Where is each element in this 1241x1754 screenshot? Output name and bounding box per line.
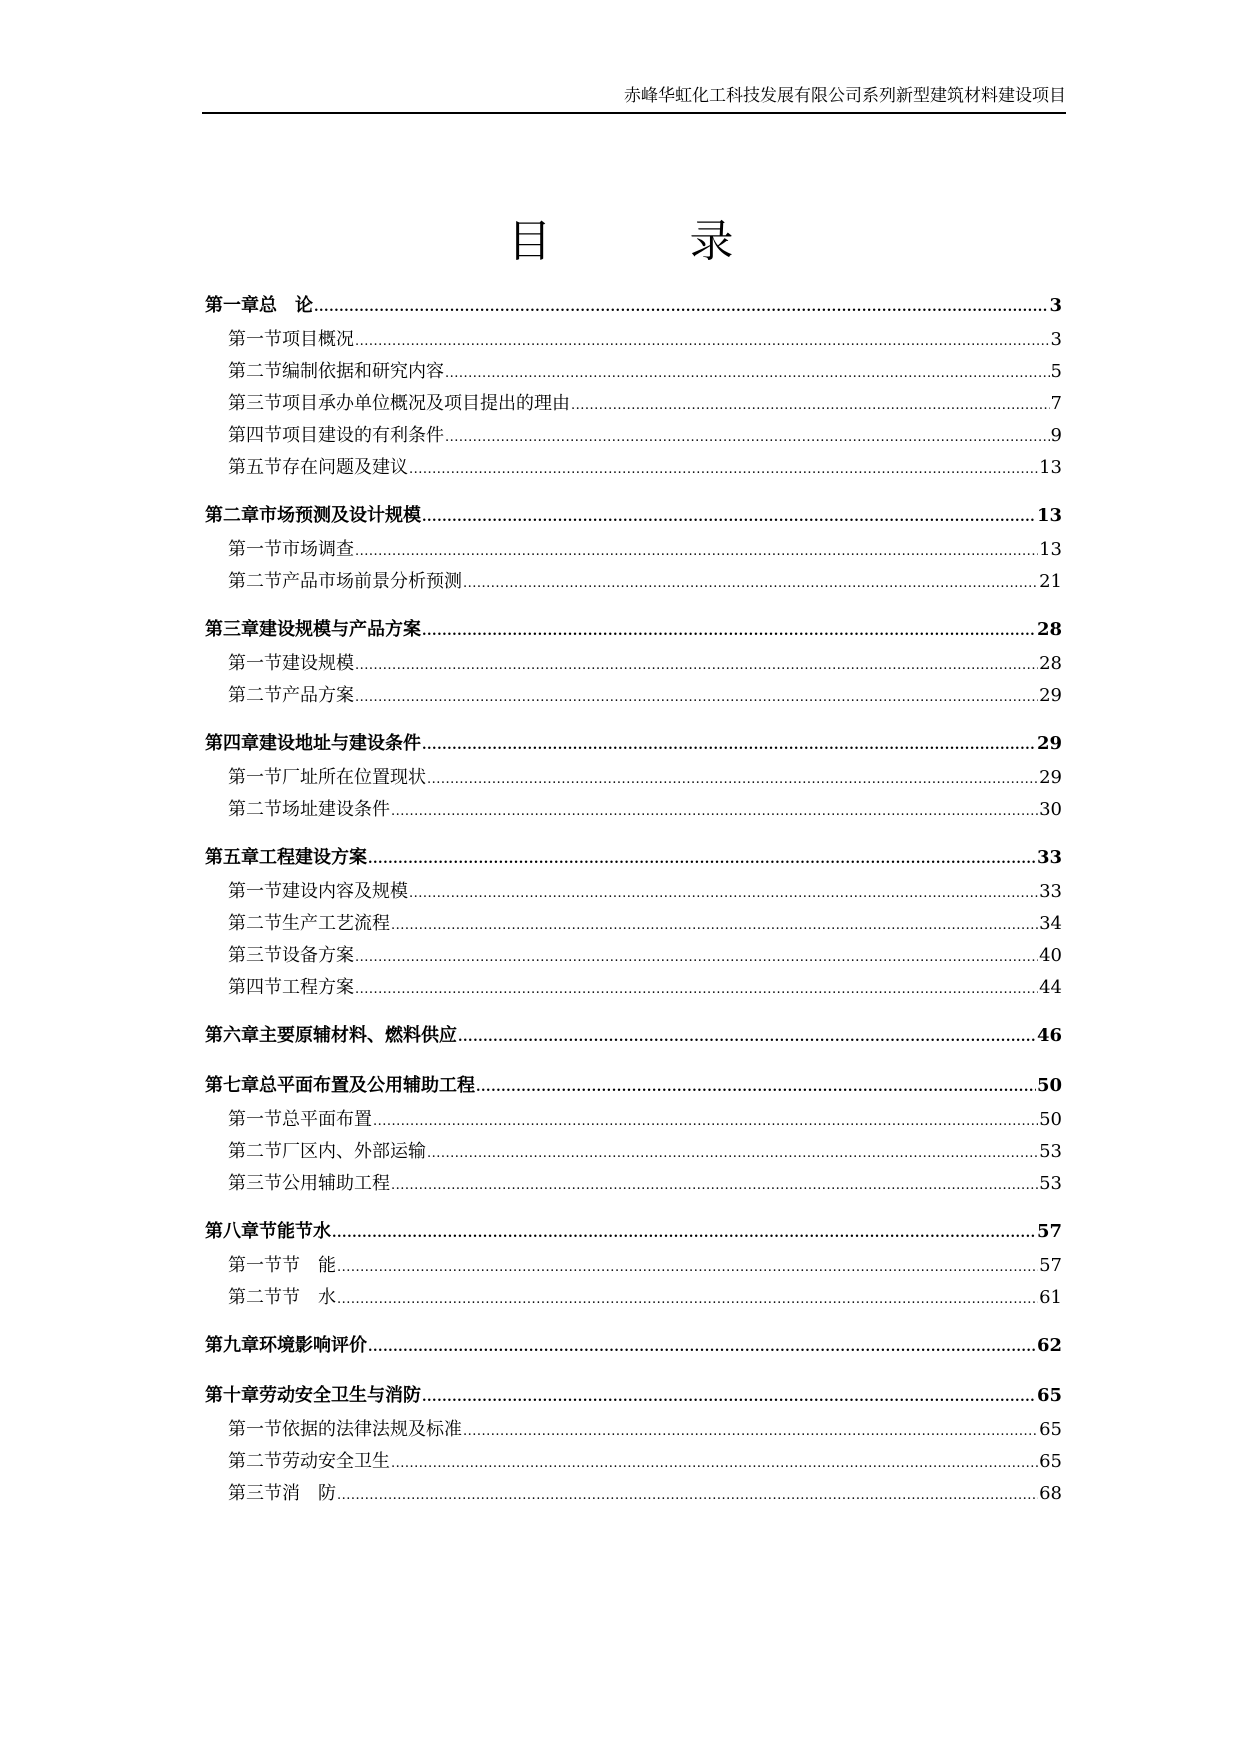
chapter-page-number: 57 <box>1036 1221 1062 1242</box>
section-page-number: 65 <box>1039 1451 1062 1472</box>
section-title: 节 能 <box>282 1255 336 1276</box>
toc-chapter-entry[interactable] <box>205 612 1062 648</box>
chapter-number: 第九章 <box>205 1335 259 1356</box>
running-header: 赤峰华虹化工科技发展有限公司系列新型建筑材料建设项目 <box>624 86 1066 106</box>
dot-leader <box>355 942 1038 974</box>
toc-section-entry[interactable] <box>205 324 1062 356</box>
section-title: 工程方案 <box>282 977 354 998</box>
toc-section-entry[interactable] <box>205 566 1062 598</box>
section-title: 公用辅助工程 <box>282 1173 390 1194</box>
dot-leader <box>463 1416 1038 1448</box>
dot-leader <box>314 290 1048 326</box>
section-title: 消 防 <box>282 1483 336 1504</box>
section-title: 生产工艺流程 <box>282 913 390 934</box>
section-title: 存在问题及建议 <box>282 457 408 478</box>
section-number: 第二节 <box>228 913 282 934</box>
section-page-number: 5 <box>1050 361 1062 382</box>
chapter-number: 第二章 <box>205 505 259 526</box>
toc-chapter-entry[interactable] <box>205 288 1062 324</box>
section-page-number: 3 <box>1050 329 1062 350</box>
toc-chapter-block <box>205 1328 1062 1364</box>
dot-leader <box>355 326 1050 358</box>
toc-section-entry[interactable] <box>205 680 1062 712</box>
section-title: 建设内容及规模 <box>282 881 408 902</box>
toc-section-entry[interactable] <box>205 1136 1062 1168</box>
section-number: 第二节 <box>228 1141 282 1162</box>
chapter-page-number: 62 <box>1036 1335 1062 1356</box>
toc-section-entry[interactable] <box>205 794 1062 826</box>
section-title: 产品市场前景分析预测 <box>282 571 462 592</box>
chapter-number: 第八章 <box>205 1221 259 1242</box>
document-title: 目 录 <box>507 216 796 267</box>
section-number: 第二节 <box>228 361 282 382</box>
toc-chapter-entry[interactable] <box>205 1214 1062 1250</box>
toc-chapter-block <box>205 840 1062 1004</box>
dot-leader <box>422 614 1036 650</box>
section-page-number: 7 <box>1050 393 1062 414</box>
dot-leader <box>391 796 1038 828</box>
toc-section-entry[interactable] <box>205 876 1062 908</box>
toc-section-entry[interactable] <box>205 1478 1062 1510</box>
chapter-page-number: 13 <box>1036 505 1062 526</box>
toc-section-entry[interactable] <box>205 940 1062 972</box>
section-number: 第三节 <box>228 1173 282 1194</box>
section-title: 场址建设条件 <box>282 799 390 820</box>
dot-leader <box>368 842 1036 878</box>
section-page-number: 34 <box>1039 913 1062 934</box>
dot-leader <box>445 358 1050 390</box>
section-page-number: 30 <box>1039 799 1062 820</box>
chapter-number: 第六章 <box>205 1025 259 1046</box>
toc-section-entry[interactable] <box>205 356 1062 388</box>
chapter-number: 第十章 <box>205 1385 259 1406</box>
dot-leader <box>355 974 1038 1006</box>
section-number: 第一节 <box>228 1255 282 1276</box>
toc-chapter-entry[interactable] <box>205 498 1062 534</box>
section-title: 项目建设的有利条件 <box>282 425 444 446</box>
toc-chapter-entry[interactable] <box>205 726 1062 762</box>
section-page-number: 29 <box>1039 685 1062 706</box>
dot-leader <box>422 1380 1036 1416</box>
dot-leader <box>422 500 1036 536</box>
section-title: 劳动安全卫生 <box>282 1451 390 1472</box>
section-title: 依据的法律法规及标准 <box>282 1419 462 1440</box>
section-number: 第二节 <box>228 685 282 706</box>
section-title: 市场调查 <box>282 539 354 560</box>
section-page-number: 28 <box>1039 653 1062 674</box>
chapter-number: 第三章 <box>205 619 259 640</box>
table-of-contents <box>205 288 1062 1510</box>
section-title: 项目概况 <box>282 329 354 350</box>
toc-section-entry[interactable] <box>205 1446 1062 1478</box>
dot-leader <box>391 1170 1038 1202</box>
toc-chapter-entry[interactable] <box>205 840 1062 876</box>
toc-section-entry[interactable] <box>205 534 1062 566</box>
section-page-number: 13 <box>1039 457 1062 478</box>
section-title: 建设规模 <box>282 653 354 674</box>
dot-leader <box>373 1106 1038 1138</box>
dot-leader <box>391 1448 1038 1480</box>
chapter-number: 第四章 <box>205 733 259 754</box>
toc-chapter-block <box>205 1068 1062 1200</box>
section-page-number: 53 <box>1039 1173 1062 1194</box>
dot-leader <box>409 878 1038 910</box>
dot-leader <box>337 1252 1038 1284</box>
dot-leader <box>355 536 1038 568</box>
section-page-number: 50 <box>1039 1109 1062 1130</box>
toc-section-entry[interactable] <box>205 972 1062 1004</box>
section-page-number: 40 <box>1039 945 1062 966</box>
dot-leader <box>571 390 1050 422</box>
dot-leader <box>427 764 1038 796</box>
dot-leader <box>445 422 1050 454</box>
section-number: 第一节 <box>228 329 282 350</box>
section-page-number: 53 <box>1039 1141 1062 1162</box>
section-page-number: 29 <box>1039 767 1062 788</box>
section-title: 总平面布置 <box>282 1109 372 1130</box>
chapter-number: 第一章 <box>205 295 259 316</box>
section-title: 产品方案 <box>282 685 354 706</box>
chapter-number: 第七章 <box>205 1075 259 1096</box>
section-page-number: 44 <box>1039 977 1062 998</box>
section-page-number: 57 <box>1039 1255 1062 1276</box>
section-title: 厂址所在位置现状 <box>282 767 426 788</box>
section-number: 第一节 <box>228 1109 282 1130</box>
toc-section-entry[interactable] <box>205 1282 1062 1314</box>
section-page-number: 65 <box>1039 1419 1062 1440</box>
toc-chapter-block <box>205 726 1062 826</box>
toc-section-entry[interactable] <box>205 1414 1062 1446</box>
chapter-title: 建设地址与建设条件 <box>259 733 421 754</box>
section-number: 第一节 <box>228 881 282 902</box>
chapter-number: 第五章 <box>205 847 259 868</box>
section-page-number: 21 <box>1039 571 1062 592</box>
toc-chapter-block <box>205 1018 1062 1054</box>
dot-leader <box>463 568 1038 600</box>
chapter-title: 节能节水 <box>259 1221 331 1242</box>
chapter-page-number: 65 <box>1036 1385 1062 1406</box>
dot-leader <box>337 1480 1038 1512</box>
dot-leader <box>355 650 1038 682</box>
toc-section-entry[interactable] <box>205 1168 1062 1200</box>
dot-leader <box>476 1070 1036 1106</box>
chapter-title: 市场预测及设计规模 <box>259 505 421 526</box>
toc-section-entry[interactable] <box>205 1250 1062 1282</box>
dot-leader <box>458 1020 1036 1056</box>
toc-section-entry[interactable] <box>205 1104 1062 1136</box>
section-title: 项目承办单位概况及项目提出的理由 <box>282 393 570 414</box>
toc-section-entry[interactable] <box>205 388 1062 420</box>
section-title: 编制依据和研究内容 <box>282 361 444 382</box>
section-number: 第五节 <box>228 457 282 478</box>
chapter-page-number: 3 <box>1049 295 1062 316</box>
dot-leader <box>422 728 1036 764</box>
chapter-title: 劳动安全卫生与消防 <box>259 1385 421 1406</box>
section-title: 厂区内、外部运输 <box>282 1141 426 1162</box>
section-number: 第一节 <box>228 539 282 560</box>
chapter-page-number: 46 <box>1036 1025 1062 1046</box>
toc-section-entry[interactable] <box>205 908 1062 940</box>
toc-chapter-entry[interactable] <box>205 1068 1062 1104</box>
toc-chapter-block <box>205 1378 1062 1510</box>
chapter-title: 环境影响评价 <box>259 1335 367 1356</box>
dot-leader <box>391 910 1038 942</box>
section-number: 第二节 <box>228 1451 282 1472</box>
section-title: 节 水 <box>282 1287 336 1308</box>
section-number: 第二节 <box>228 799 282 820</box>
dot-leader <box>427 1138 1038 1170</box>
section-number: 第一节 <box>228 767 282 788</box>
chapter-title: 主要原辅材料、燃料供应 <box>259 1025 457 1046</box>
chapter-title: 总 论 <box>259 295 313 316</box>
section-number: 第三节 <box>228 1483 282 1504</box>
toc-chapter-block <box>205 612 1062 712</box>
section-number: 第二节 <box>228 1287 282 1308</box>
section-number: 第一节 <box>228 1419 282 1440</box>
dot-leader <box>355 682 1038 714</box>
section-page-number: 9 <box>1050 425 1062 446</box>
chapter-title: 总平面布置及公用辅助工程 <box>259 1075 475 1096</box>
section-number: 第三节 <box>228 393 282 414</box>
section-page-number: 13 <box>1039 539 1062 560</box>
section-title: 设备方案 <box>282 945 354 966</box>
section-number: 第四节 <box>228 425 282 446</box>
toc-section-entry[interactable] <box>205 648 1062 680</box>
toc-chapter-block <box>205 1214 1062 1314</box>
dot-leader <box>337 1284 1038 1316</box>
section-page-number: 68 <box>1039 1483 1062 1504</box>
chapter-title: 工程建设方案 <box>259 847 367 868</box>
toc-section-entry[interactable] <box>205 762 1062 794</box>
dot-leader <box>332 1216 1036 1252</box>
section-page-number: 33 <box>1039 881 1062 902</box>
section-number: 第三节 <box>228 945 282 966</box>
chapter-page-number: 50 <box>1036 1075 1062 1096</box>
toc-chapter-entry[interactable] <box>205 1328 1062 1364</box>
chapter-page-number: 28 <box>1036 619 1062 640</box>
toc-chapter-block <box>205 498 1062 598</box>
chapter-page-number: 29 <box>1036 733 1062 754</box>
toc-chapter-entry[interactable] <box>205 1378 1062 1414</box>
dot-leader <box>368 1330 1036 1366</box>
toc-chapter-entry[interactable] <box>205 1018 1062 1054</box>
toc-chapter-block <box>205 288 1062 484</box>
section-number: 第二节 <box>228 571 282 592</box>
section-number: 第一节 <box>228 653 282 674</box>
chapter-title: 建设规模与产品方案 <box>259 619 421 640</box>
section-page-number: 61 <box>1039 1287 1062 1308</box>
section-number: 第四节 <box>228 977 282 998</box>
toc-section-entry[interactable] <box>205 420 1062 452</box>
dot-leader <box>409 454 1038 486</box>
chapter-page-number: 33 <box>1036 847 1062 868</box>
toc-section-entry[interactable] <box>205 452 1062 484</box>
header-rule <box>202 112 1066 114</box>
